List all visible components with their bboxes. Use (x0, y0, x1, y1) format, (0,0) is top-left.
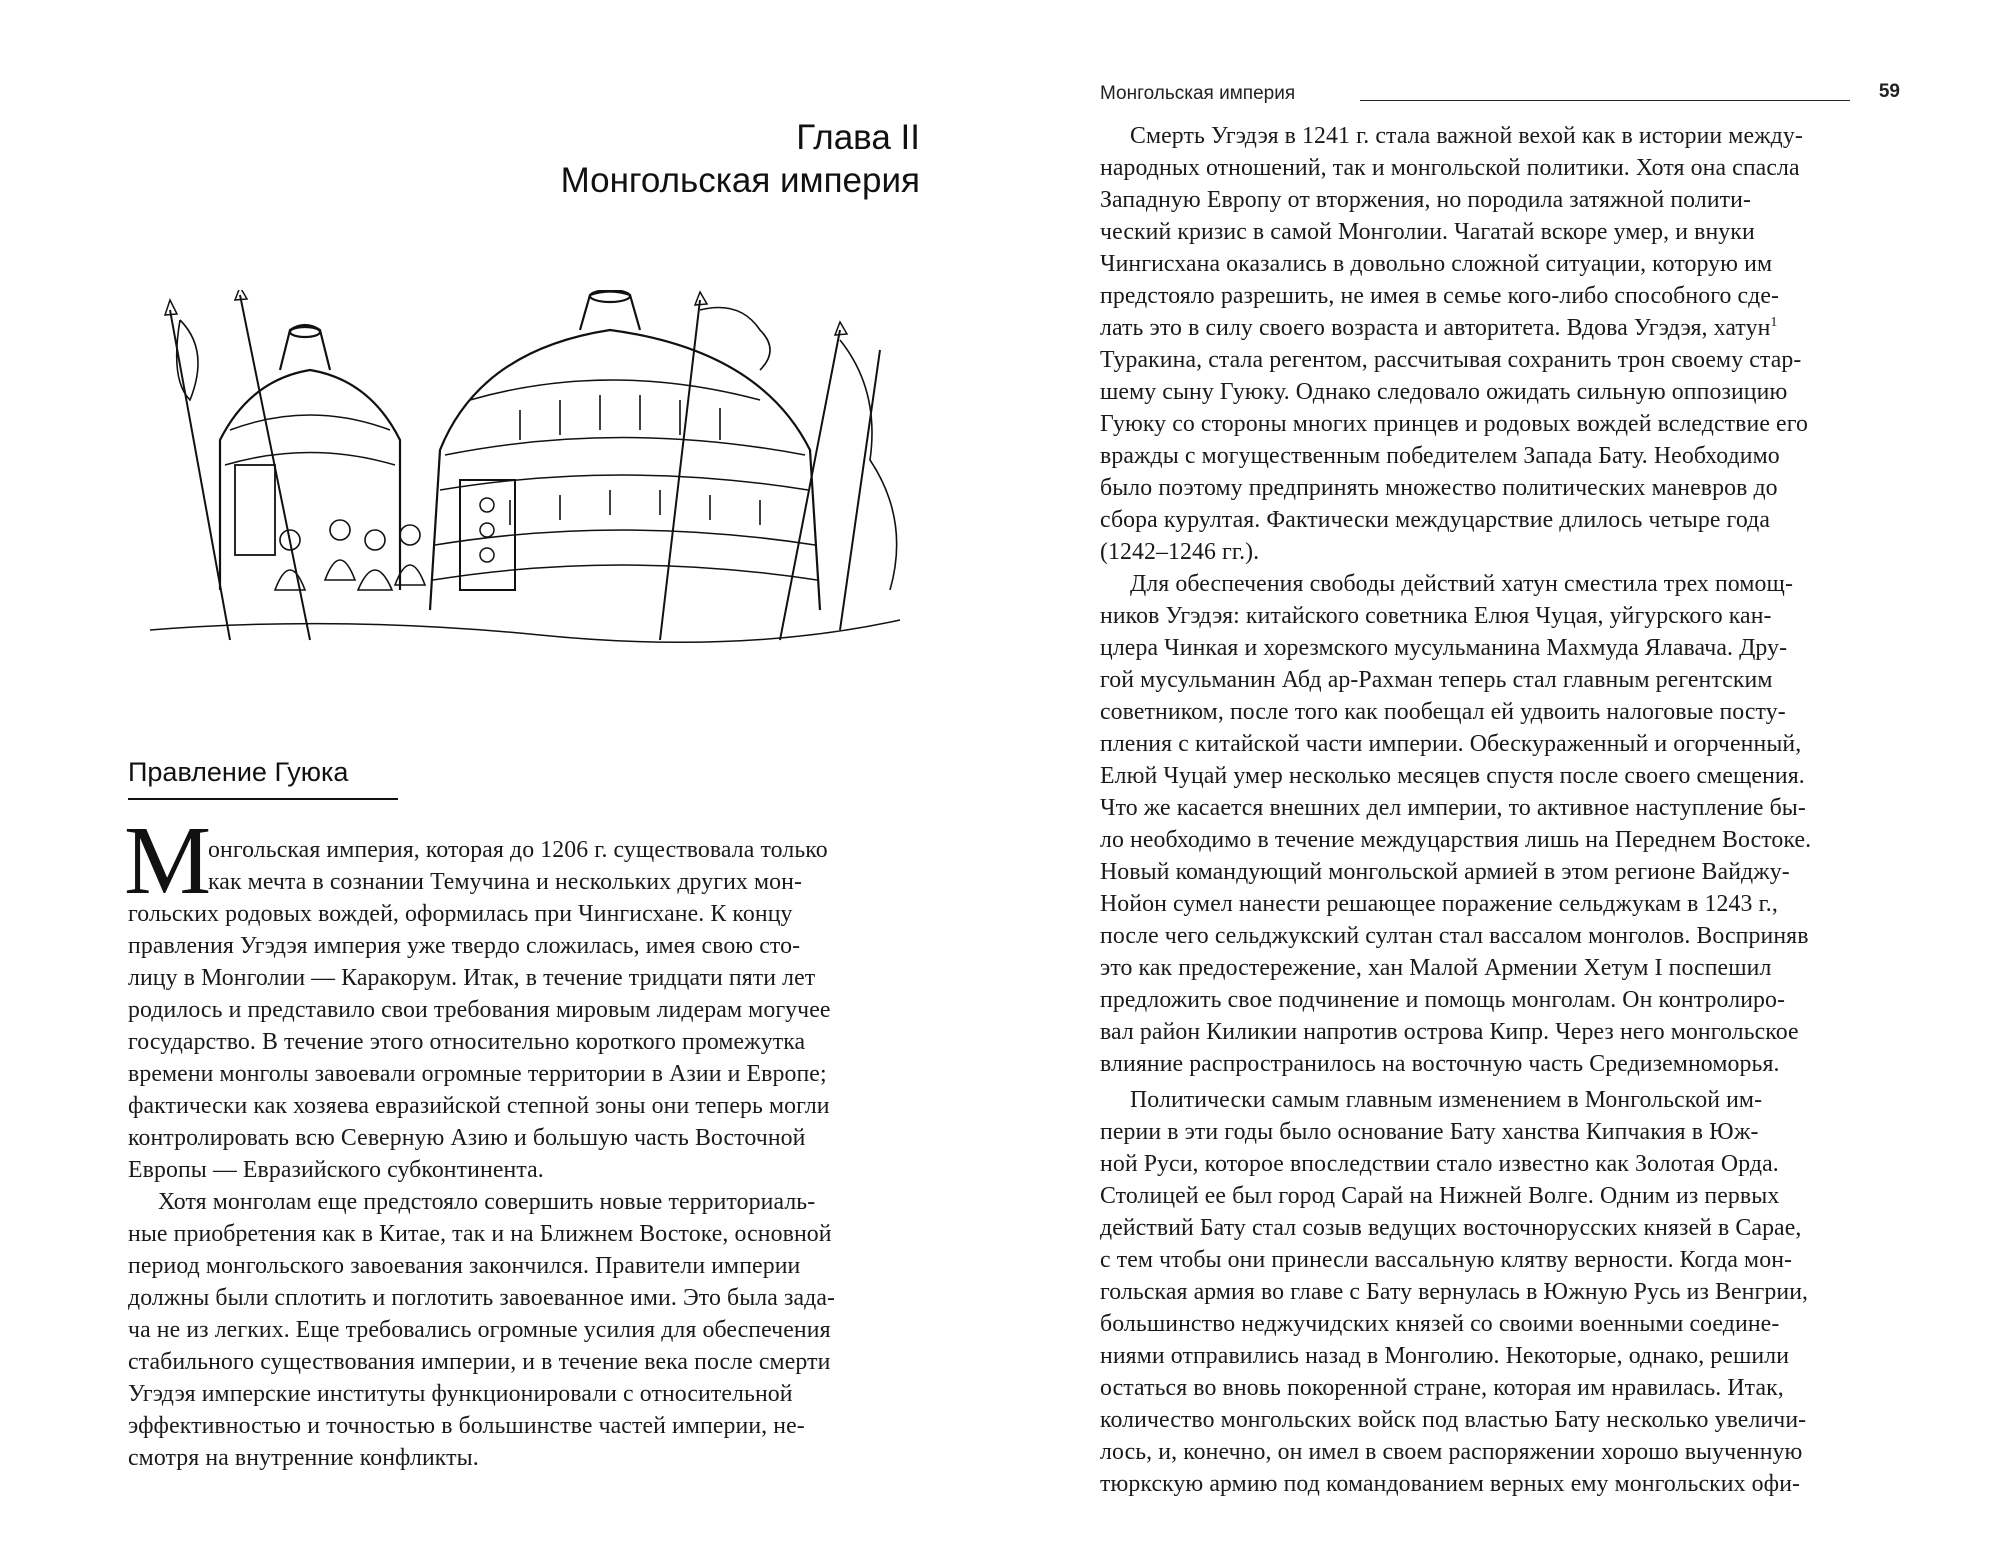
header-rule (1360, 100, 1850, 101)
text-line: Новый командующий монгольской армией в этом регионе Вайджу- (1100, 859, 1790, 885)
text-line: (1242–1246 гг.). (1100, 539, 1260, 565)
text-line-content: лать это в силу своего возраста и авторитета. Вдова Угэдэя, хатун (1100, 315, 1771, 341)
text-line: пления с китайской части империи. Обескураженный и огорченный, (1100, 731, 1802, 757)
running-header (1100, 83, 1900, 111)
text-line: с тем чтобы они принесли вассальную клятву верности. Когда мон- (1100, 1247, 1793, 1273)
text-line: гольская армия во главе с Бату вернулась в Южную Русь из Венгрии, (1100, 1279, 1809, 1305)
text-line: Политически самым главным изменением в Монгольской им- (1130, 1087, 1763, 1113)
text-line: должны были сплотить и поглотить завоеванное ими. Это была зада- (128, 1285, 836, 1311)
text-line: Нойон сумел нанести решающее поражение сельджукам в 1243 г., (1100, 891, 1778, 917)
text-line: онгольская империя, которая до 1206 г. существовала только (208, 837, 828, 863)
text-line: гой мусульманин Абд ар-Рахман теперь стал главным регентским (1100, 667, 1773, 693)
text-line: было поэтому предпринять множество политических маневров до (1100, 475, 1778, 501)
text-line: государство. В течение этого относительно короткого промежутка (128, 1029, 806, 1055)
text-line: Угэдэя имперские институты функционировали с относительной (128, 1381, 793, 1407)
text-line: шему сыну Гуюку. Однако следовало ожидать сильную оппозицию (1100, 379, 1788, 405)
chapter-title: Монгольская империя (560, 161, 920, 200)
page-number: 59 (1878, 81, 1900, 102)
section-title: Правление Гуюка (128, 757, 349, 787)
text-line: Туракина, стала регентом, рассчитывая сохранить трон своему стар- (1100, 347, 1802, 373)
section-divider (128, 798, 398, 800)
text-line: Что же касается внешних дел империи, то активное наступление бы- (1100, 795, 1806, 821)
drop-cap: М (124, 807, 212, 915)
text-line: предложить свое подчинение и помощь монголам. Он контролиро- (1100, 987, 1786, 1013)
text-line: родилось и представило свои требования мировым лидерам могучее (128, 997, 831, 1023)
text-line: количество монгольских войск под властью Бату несколько увеличи- (1100, 1407, 1807, 1433)
text-line: тюркскую армию под командованием верных ему монгольских офи- (1100, 1471, 1801, 1497)
text-line: это как предостережение, хан Малой Армении Хетум I поспешил (1100, 955, 1772, 981)
text-line: Европы — Евразийского субконтинента. (128, 1157, 544, 1183)
text-line: большинство неджучидских князей со своими военными соедине- (1100, 1311, 1780, 1337)
text-line: народных отношений, так и монгольской политики. Хотя она спасла (1100, 155, 1800, 181)
chapter-heading (561, 116, 920, 202)
yurt-camp-illustration (140, 290, 920, 650)
text-line: Западную Европу от вторжения, но породила затяжной полити- (1100, 187, 1752, 213)
text-line: Гуюку со стороны многих принцев и родовых вождей вследствие его (1100, 411, 1808, 437)
text-line (1100, 312, 1778, 344)
text-line: ников Угэдэя: китайского советника Елюя Чуцая, уйгурского кан- (1100, 603, 1772, 629)
text-line: гольских родовых вождей, оформилась при Чингисхане. К концу (128, 901, 793, 927)
text-line: Для обеспечения свободы действий хатун сместила трех помощ- (1130, 571, 1793, 597)
text-line: после чего сельджукский султан стал вассалом монголов. Восприняв (1100, 923, 1809, 949)
text-line: перии в эти годы было основание Бату ханства Кипчакия в Юж- (1100, 1119, 1759, 1145)
running-title: Монгольская империя (1100, 83, 1296, 104)
text-line: вал район Киликии напротив острова Кипр. Через него монгольское (1100, 1019, 1799, 1045)
text-line: фактически как хозяева евразийской степной зоны они теперь могли (128, 1093, 830, 1119)
text-line: стабильного существования империи, и в течение века после смерти (128, 1349, 831, 1375)
text-line: Хотя монголам еще предстояло совершить новые территориаль- (158, 1189, 816, 1215)
footnote-marker: 1 (1770, 315, 1778, 331)
text-line: влияние распространилось на восточную часть Средиземноморья. (1100, 1051, 1780, 1077)
text-line: Чингисхана оказались в довольно сложной ситуации, которую им (1100, 251, 1773, 277)
text-line: ниями отправились назад в Монголию. Некоторые, однако, решили (1100, 1343, 1790, 1369)
text-line: вражды с могущественным победителем Запада Бату. Необходимо (1100, 443, 1780, 469)
text-line: действий Бату стал созыв ведущих восточнорусских князей в Сарае, (1100, 1215, 1802, 1241)
text-line: лось, и, конечно, он имел в своем распоряжении хорошо выученную (1100, 1439, 1803, 1465)
text-line: контролировать всю Северную Азию и большую часть Восточной (128, 1125, 806, 1151)
text-line: ной Руси, которое впоследствии стало известно как Золотая Орда. (1100, 1151, 1779, 1177)
text-line: ло необходимо в течение междуцарствия лишь на Переднем Востоке. (1100, 827, 1812, 853)
text-line: остаться во вновь покоренной стране, которая им нравилась. Итак, (1100, 1375, 1784, 1401)
text-line: Смерть Угэдэя в 1241 г. стала важной вехой как в истории между- (1130, 123, 1803, 149)
text-line: ные приобретения как в Китае, так и на Ближнем Востоке, основной (128, 1221, 832, 1247)
text-line: лицу в Монголии — Каракорум. Итак, в течение тридцати пяти лет (128, 965, 816, 991)
text-line: предстояло разрешить, не имея в семье кого-либо способного сде- (1100, 283, 1780, 309)
text-line: смотря на внутренние конфликты. (128, 1445, 479, 1471)
text-line: правления Угэдэя империя уже твердо сложилась, имея свою сто- (128, 933, 801, 959)
text-line: Столицей ее был город Сарай на Нижней Волге. Одним из первых (1100, 1183, 1780, 1209)
right-page (1000, 0, 2000, 1559)
text-line: цлера Чинкая и хорезмского мусульманина Махмуда Ялавача. Дру- (1100, 635, 1788, 661)
chapter-number: Глава II (796, 118, 920, 157)
text-line: эффективностью и точностью в большинстве частей империи, не- (128, 1413, 805, 1439)
text-line: советником, после того как пообещал ей удвоить налоговые посту- (1100, 699, 1786, 725)
text-line: ча не из легких. Еще требовались огромные усилия для обеспечения (128, 1317, 831, 1343)
text-line: Елюй Чуцай умер несколько месяцев спустя после своего смещения. (1100, 763, 1805, 789)
text-line: сбора курултая. Фактически междуцарствие длилось четыре года (1100, 507, 1771, 533)
text-line: ческий кризис в самой Монголии. Чагатай вскоре умер, и внуки (1100, 219, 1755, 245)
text-line: период монгольского завоевания закончился. Правители империи (128, 1253, 801, 1279)
text-line: времени монголы завоевали огромные территории в Азии и Европе; (128, 1061, 827, 1087)
text-line: как мечта в сознании Темучина и нескольких других мон- (208, 869, 802, 895)
